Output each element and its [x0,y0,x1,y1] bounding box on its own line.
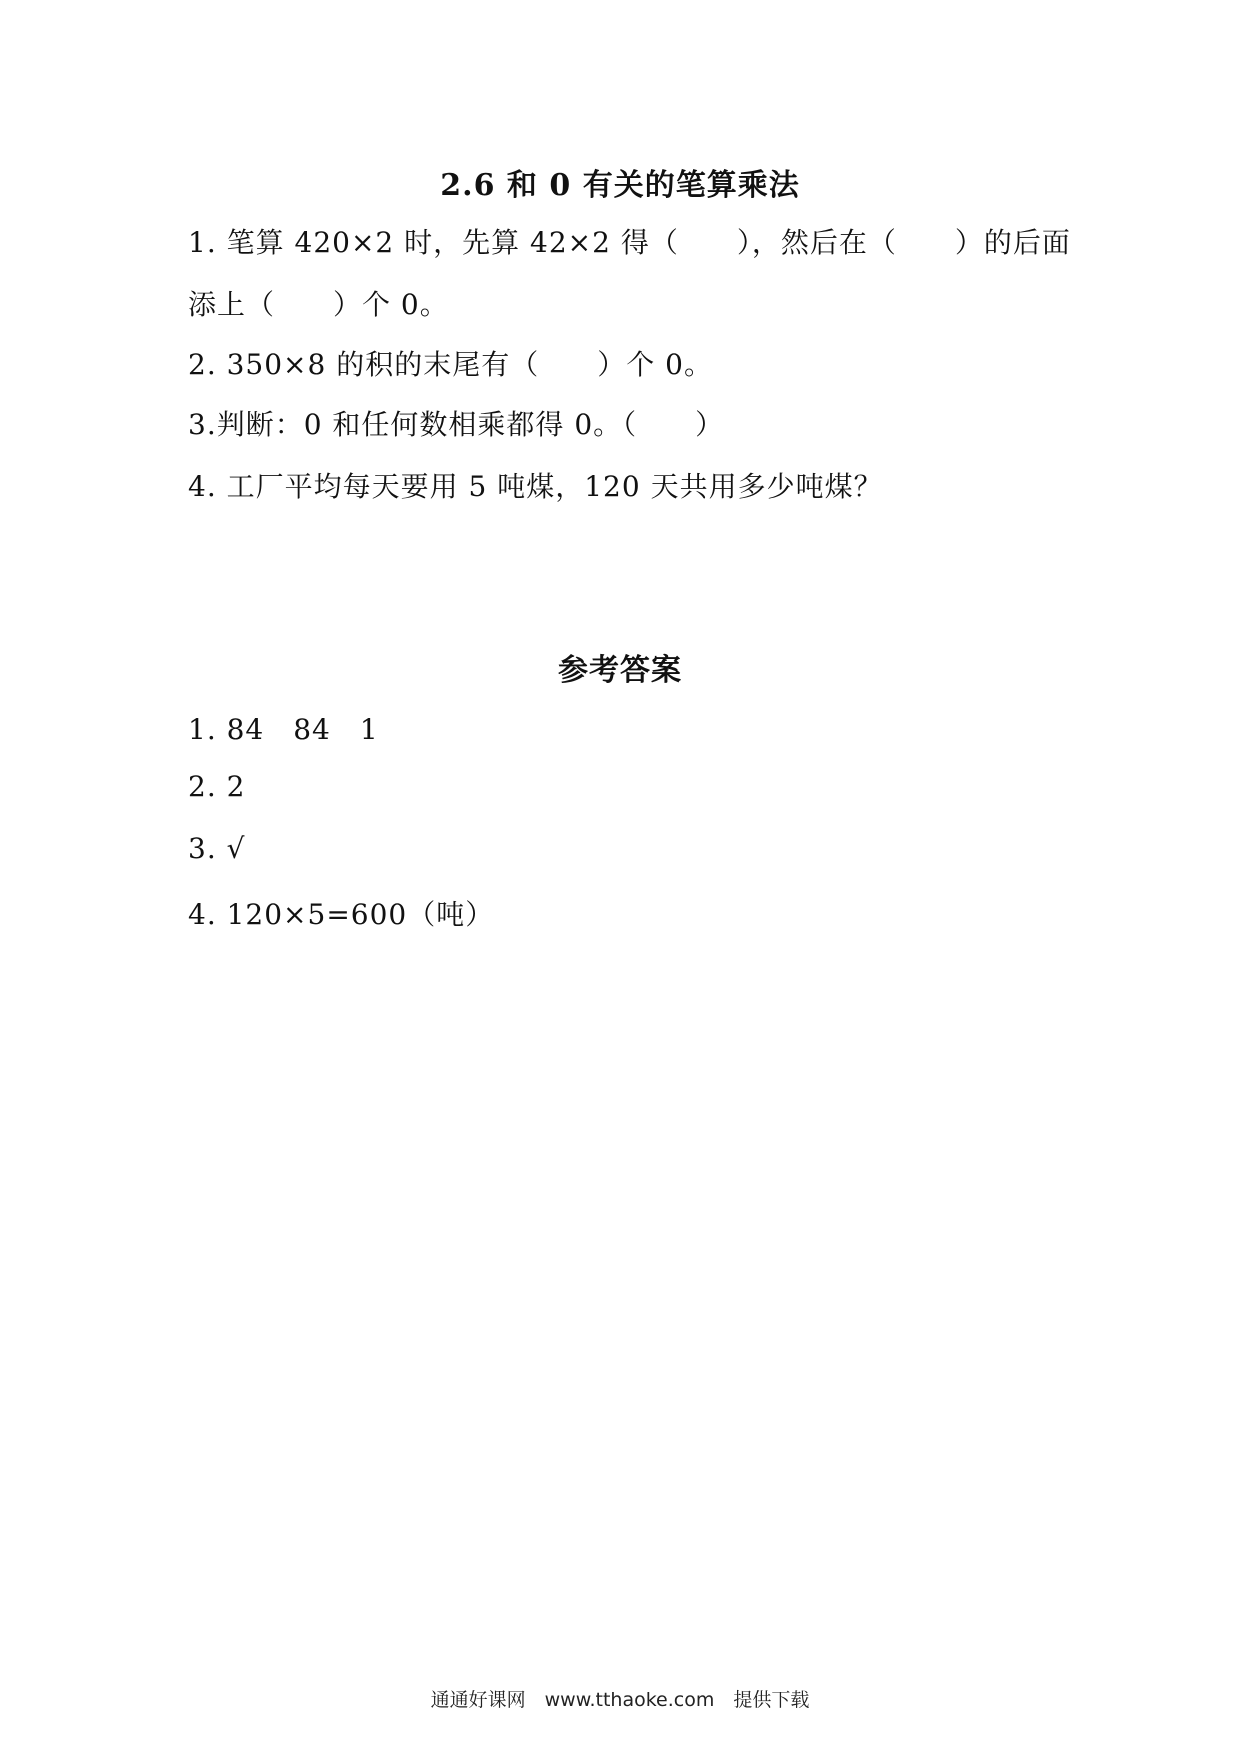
answer-2: 2. 2 [188,770,246,803]
question-1-line-2: 添上（ ）个 0。 [188,288,449,321]
question-4: 4. 工厂平均每天要用 5 吨煤，120 天共用多少吨煤？ [188,470,883,503]
answer-3: 3. √ [188,832,246,865]
question-2: 2. 350×8 的积的末尾有（ ）个 0。 [188,348,713,381]
answer-4: 4. 120×5=600（吨） [188,898,495,931]
answer-1: 1. 84 84 1 [188,713,379,746]
footer-source-note: 通通好课网 www.tthaoke.com 提供下载 [430,1689,810,1711]
question-1-line-1: 1. 笔算 420×2 时，先算 42×2 得（ ），然后在（ ）的后面 [188,226,1071,259]
answers-title: 参考答案 [558,653,682,688]
question-3: 3.判断：0 和任何数相乘都得 0。（ ） [188,408,725,441]
worksheet-title: 2.6 和 0 有关的笔算乘法 [440,168,800,203]
